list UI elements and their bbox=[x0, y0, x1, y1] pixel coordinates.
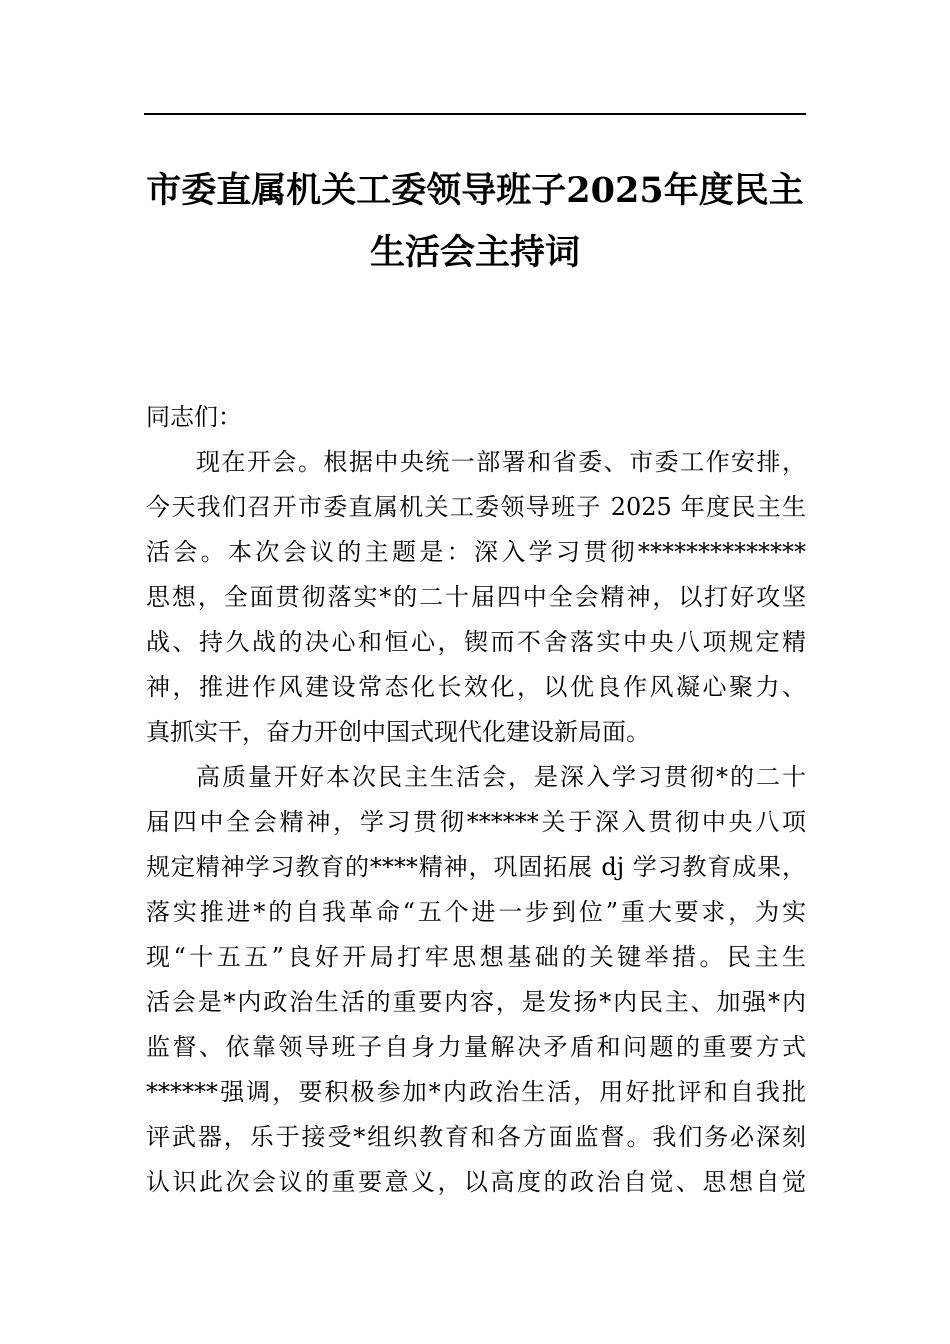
document-title bbox=[144, 160, 806, 284]
paragraph-line: 活会是*内政治生活的重要内容，是发扬*内民主、加强*内 bbox=[146, 988, 806, 1016]
paragraph-line: 思想，全面贯彻落实*的二十届四中全会精神，以打好攻坚 bbox=[146, 583, 806, 611]
paragraph-line: 活会。本次会议的主题是：深入学习贯彻************** bbox=[146, 538, 806, 566]
title-line-2: 生活会主持词 bbox=[369, 232, 580, 273]
paragraph-line: 届四中全会精神，学习贯彻******关于深入贯彻中央八项 bbox=[146, 808, 806, 836]
paragraph-line: 神，推进作风建设常态化长效化，以优良作风凝心聚力、 bbox=[146, 673, 806, 701]
paragraph-line: 战、持久战的决心和恒心，锲而不舍落实中央八项规定精 bbox=[146, 628, 806, 656]
paragraph-line: 监督、依靠领导班子自身力量解决矛盾和问题的重要方式 bbox=[146, 1033, 806, 1061]
paragraph-line: 规定精神学习教育的****精神，巩固拓展 dj 学习教育成果， bbox=[146, 853, 806, 881]
paragraph-line: 评武器，乐于接受*组织教育和各方面监督。我们务必深刻 bbox=[146, 1123, 806, 1151]
paragraph-2 bbox=[146, 755, 806, 1205]
paragraph-1 bbox=[146, 440, 806, 755]
paragraph-line: 落实推进*的自我革命“五个进一步到位”重大要求，为实 bbox=[146, 898, 806, 926]
paragraph-line: 现在开会。根据中央统一部署和省委、市委工作安排， bbox=[196, 448, 806, 476]
paragraph-line: 认识此次会议的重要意义，以高度的政治自觉、思想自觉 bbox=[146, 1168, 806, 1196]
paragraph-line: ******强调，要积极参加*内政治生活，用好批评和自我批 bbox=[146, 1078, 806, 1106]
paragraph-line: 高质量开好本次民主生活会，是深入学习贯彻*的二十 bbox=[196, 763, 806, 791]
paragraph-line: 现“十五五”良好开局打牢思想基础的关键举措。民主生 bbox=[146, 943, 806, 971]
paragraph-line: 真抓实干，奋力开创中国式现代化建设新局面。 bbox=[146, 718, 650, 746]
document-body bbox=[146, 395, 806, 1205]
salutation: 同志们： bbox=[146, 403, 242, 431]
header-rule bbox=[144, 113, 806, 115]
paragraph-line: 今天我们召开市委直属机关工委领导班子 2025 年度民主生 bbox=[146, 493, 806, 521]
title-line-1: 市委直属机关工委领导班子2025年度民主 bbox=[146, 170, 804, 211]
